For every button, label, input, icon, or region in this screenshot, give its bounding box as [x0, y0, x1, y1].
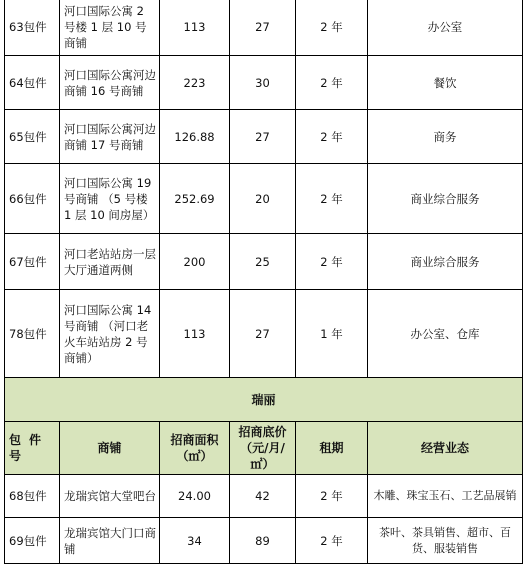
shop-cell: 河口老站站房一层大厅通道两侧 — [60, 234, 160, 290]
table-row — [5, 164, 523, 234]
term-cell: 2 年 — [296, 164, 368, 234]
price-cell: 20 — [230, 164, 296, 234]
price-cell: 89 — [230, 518, 296, 564]
area-cell: 126.88 — [160, 110, 230, 164]
header-package-line2: 号 — [9, 449, 22, 463]
price-cell: 30 — [230, 56, 296, 110]
use-cell: 商业综合服务 — [368, 234, 523, 290]
shop-cell: 河口国际公寓河边商铺 16 号商铺 — [60, 56, 160, 110]
header-price — [230, 422, 296, 475]
header-area — [160, 422, 230, 475]
package-cell: 69包件 — [5, 518, 60, 564]
area-cell: 223 — [160, 56, 230, 110]
section-title: 瑞丽 — [5, 378, 523, 422]
table-row — [5, 234, 523, 290]
header-package-line1: 包件 — [9, 433, 50, 447]
term-cell: 2 年 — [296, 110, 368, 164]
package-cell: 66包件 — [5, 164, 60, 234]
header-use: 经营业态 — [368, 422, 523, 475]
section-row — [5, 378, 523, 422]
term-cell: 1 年 — [296, 290, 368, 378]
term-cell: 2 年 — [296, 518, 368, 564]
area-cell: 252.69 — [160, 164, 230, 234]
header-term: 租期 — [296, 422, 368, 475]
price-cell: 25 — [230, 234, 296, 290]
term-cell: 2 年 — [296, 475, 368, 518]
term-cell: 2 年 — [296, 234, 368, 290]
table-row — [5, 518, 523, 564]
use-cell: 商业综合服务 — [368, 164, 523, 234]
use-cell: 茶叶、茶具销售、超市、百货、服装销售 — [368, 518, 523, 564]
shop-cell: 龙瑞宾馆大堂吧台 — [60, 475, 160, 518]
area-cell: 113 — [160, 0, 230, 56]
package-cell: 78包件 — [5, 290, 60, 378]
price-cell: 27 — [230, 110, 296, 164]
header-price-line1: 招商底价 — [238, 425, 287, 439]
rental-table — [4, 0, 523, 564]
price-cell: 27 — [230, 0, 296, 56]
term-cell: 2 年 — [296, 0, 368, 56]
table-row — [5, 0, 523, 56]
use-cell: 餐饮 — [368, 56, 523, 110]
package-cell: 64包件 — [5, 56, 60, 110]
area-cell: 24.00 — [160, 475, 230, 518]
shop-cell: 河口国际公寓河边商铺 17 号商铺 — [60, 110, 160, 164]
shop-cell: 龙瑞宾馆大门口商铺 — [60, 518, 160, 564]
table-row — [5, 110, 523, 164]
price-cell: 27 — [230, 290, 296, 378]
header-shop: 商铺 — [60, 422, 160, 475]
package-cell: 67包件 — [5, 234, 60, 290]
area-cell: 34 — [160, 518, 230, 564]
header-area-line1: 招商面积 — [170, 433, 219, 447]
header-row — [5, 422, 523, 475]
header-price-line2: （元/月/ — [240, 441, 285, 455]
header-price-line3: ㎡） — [250, 457, 275, 471]
use-cell: 办公室、仓库 — [368, 290, 523, 378]
area-cell: 113 — [160, 290, 230, 378]
shop-cell: 河口国际公寓 19 号商铺 （5 号楼 1 层 10 间房屋） — [60, 164, 160, 234]
package-cell: 65包件 — [5, 110, 60, 164]
shop-cell: 河口国际公寓 14 号商铺 （河口老火车站站房 2 号商铺） — [60, 290, 160, 378]
table-row — [5, 475, 523, 518]
package-cell: 63包件 — [5, 0, 60, 56]
use-cell: 办公室 — [368, 0, 523, 56]
use-cell: 商务 — [368, 110, 523, 164]
package-cell: 68包件 — [5, 475, 60, 518]
shop-cell: 河口国际公寓 2 号楼 1 层 10 号商铺 — [60, 0, 160, 56]
header-area-line2: （㎡） — [176, 449, 213, 463]
term-cell: 2 年 — [296, 56, 368, 110]
header-package — [5, 422, 60, 475]
use-cell: 木雕、珠宝玉石、工艺品展销 — [368, 475, 523, 518]
price-cell: 42 — [230, 475, 296, 518]
table-row — [5, 290, 523, 378]
area-cell: 200 — [160, 234, 230, 290]
table-row — [5, 56, 523, 110]
